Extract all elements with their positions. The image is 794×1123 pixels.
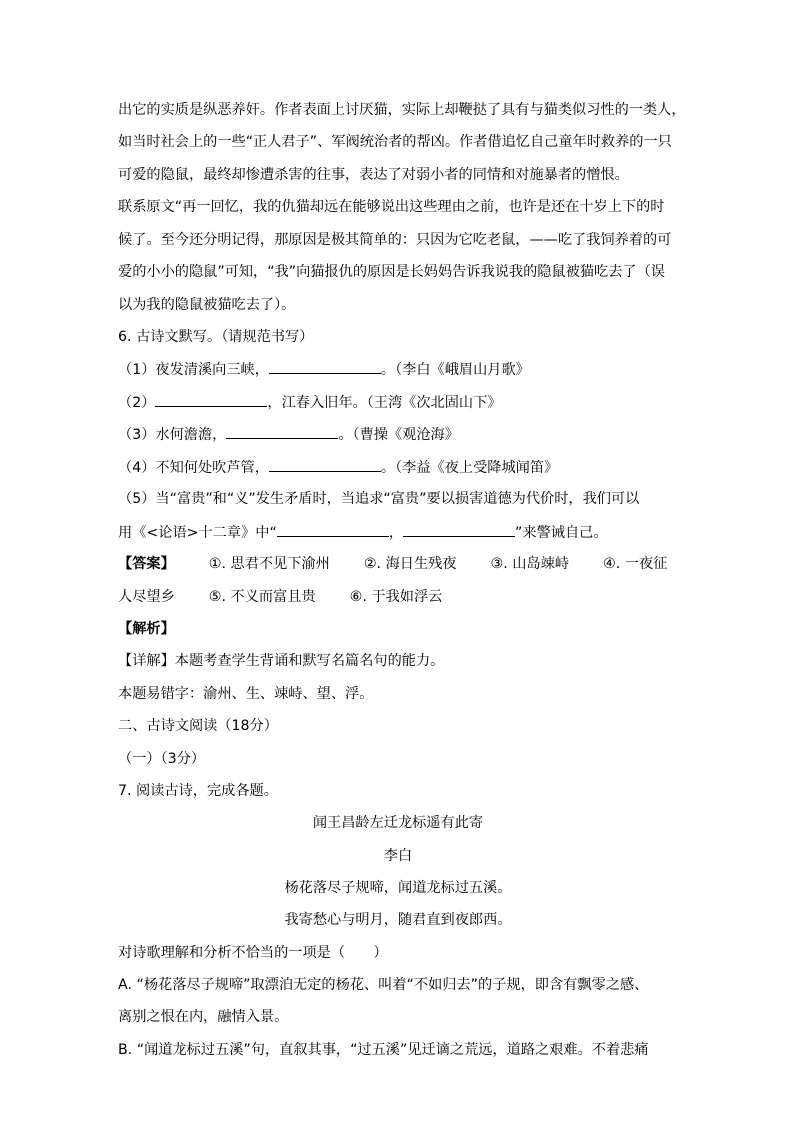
paragraph-line: 如当时社会上的一些“正人君子”、军阀统治者的帮凶。作者借追忆自己童年时救养的一只 bbox=[118, 134, 672, 150]
item-text: （3）水何澹澹， bbox=[118, 427, 227, 443]
item-text: ”来警诫自己。 bbox=[515, 525, 608, 541]
question-stem: 对诗歌理解和分析不恰当的一项是（ ） bbox=[118, 945, 388, 961]
item-text: （2） bbox=[118, 395, 156, 411]
typo-note: 本题易错字：渝州、生、竦峙、望、浮。 bbox=[118, 686, 374, 702]
answer-item: ⑥. 于我如浮云 bbox=[349, 589, 443, 605]
paragraph-line: 候了。至今还分明记得，那原因是极其简单的：只因为它吃老鼠，——吃了我饲养着的可 bbox=[118, 232, 672, 248]
item-text: 用《<论语>十二章》中“ bbox=[118, 525, 277, 541]
answer-blank bbox=[269, 457, 381, 472]
item-source: 。（李白《峨眉山月歌》 bbox=[380, 362, 530, 378]
item-source: 。（曹操《观沧海》 bbox=[338, 427, 459, 443]
question-6-title: 6. 古诗文默写。（请规范书写） bbox=[118, 329, 314, 345]
poem-author: 李白 bbox=[383, 848, 413, 864]
poem-line: 杨花落尽子规啼，闻道龙标过五溪。 bbox=[284, 880, 512, 896]
analysis-label: 【解析】 bbox=[118, 621, 175, 637]
subsection-title: （一）（3分） bbox=[118, 751, 206, 767]
answer-blank bbox=[155, 392, 267, 407]
answer-blank bbox=[226, 424, 338, 439]
paragraph-line: 爱的小小的隐鼠”可知，“我”向猫报仇的原因是长妈妈告诉我说我的隐鼠被猫吃去了（误 bbox=[118, 264, 665, 280]
answer-blank bbox=[403, 522, 515, 537]
item-text: （1）夜发清溪向三峡， bbox=[118, 362, 269, 378]
q6-item-5: （5）当“富贵”和“义”发生矛盾时，当追求“富贵”要以损害道德为代价时，我们可以 bbox=[118, 491, 640, 507]
answer-label: 【答案】 bbox=[118, 556, 175, 572]
section-2-title: 二、古诗文阅读（18分） bbox=[118, 718, 278, 734]
item-source: ，江春入旧年。（王湾《次北固山下》 bbox=[267, 395, 502, 411]
answer-item: 人尽望乡 bbox=[118, 589, 175, 605]
answer-line-cont bbox=[118, 587, 442, 607]
option-a-cont: 离别之恨在内，融情入景。 bbox=[118, 1009, 289, 1025]
item-text: ， bbox=[388, 525, 404, 541]
answer-item: ③. 山岛竦峙 bbox=[490, 556, 570, 572]
question-7-title: 7. 阅读古诗，完成各题。 bbox=[118, 783, 278, 799]
poem-title: 闻王昌龄左迁龙标遥有此寄 bbox=[312, 815, 484, 831]
q6-item-1 bbox=[118, 359, 530, 379]
paragraph-line: 出它的实质是纵恶养奸。作者表面上讨厌猫，实际上却鞭挞了具有与猫类似习性的一类人， bbox=[118, 102, 686, 118]
detail-text: 【详解】本题考查学生背诵和默写名篇名句的能力。 bbox=[118, 653, 445, 669]
answer-blank bbox=[277, 522, 389, 537]
q6-item-4 bbox=[118, 457, 558, 477]
answer-item: ④. 一夜征 bbox=[603, 556, 668, 572]
answer-item: ⑤. 不义而富且贵 bbox=[208, 589, 316, 605]
paragraph-line: 联系原文“再一回忆，我的仇猫却远在能够说出这些理由之前，也许是还在十岁上下的时 bbox=[118, 199, 665, 215]
q6-item-2 bbox=[118, 392, 502, 412]
option-b: B. “闻道龙标过五溪”句，直叙其事，“过五溪”见迁谪之荒远，道路之艰难。不着悲痛 bbox=[118, 1042, 649, 1058]
answer-item: ②. 海日生残夜 bbox=[363, 556, 457, 572]
paragraph-line: 以为我的隐鼠被猫吃去了）。 bbox=[118, 297, 296, 313]
q6-item-5-cont bbox=[118, 522, 608, 542]
answer-item: ①. 思君不见下渝州 bbox=[208, 556, 330, 572]
answer-line bbox=[118, 554, 667, 574]
option-a: A. “杨花落尽子规啼”取漂泊无定的杨花、叫着“不如归去”的子规，即含有飘零之感、 bbox=[118, 977, 649, 993]
item-text: （4）不知何处吹芦管， bbox=[118, 460, 269, 476]
answer-blank bbox=[269, 359, 381, 374]
poem-line: 我寄愁心与明月，随君直到夜郎西。 bbox=[284, 912, 512, 928]
q6-item-3 bbox=[118, 424, 459, 444]
item-source: 。（李益《夜上受降城闻笛》 bbox=[380, 460, 559, 476]
paragraph-line: 可爱的隐鼠，最终却惨遭杀害的往事，表达了对弱小者的同情和对施暴者的憎恨。 bbox=[118, 167, 629, 183]
